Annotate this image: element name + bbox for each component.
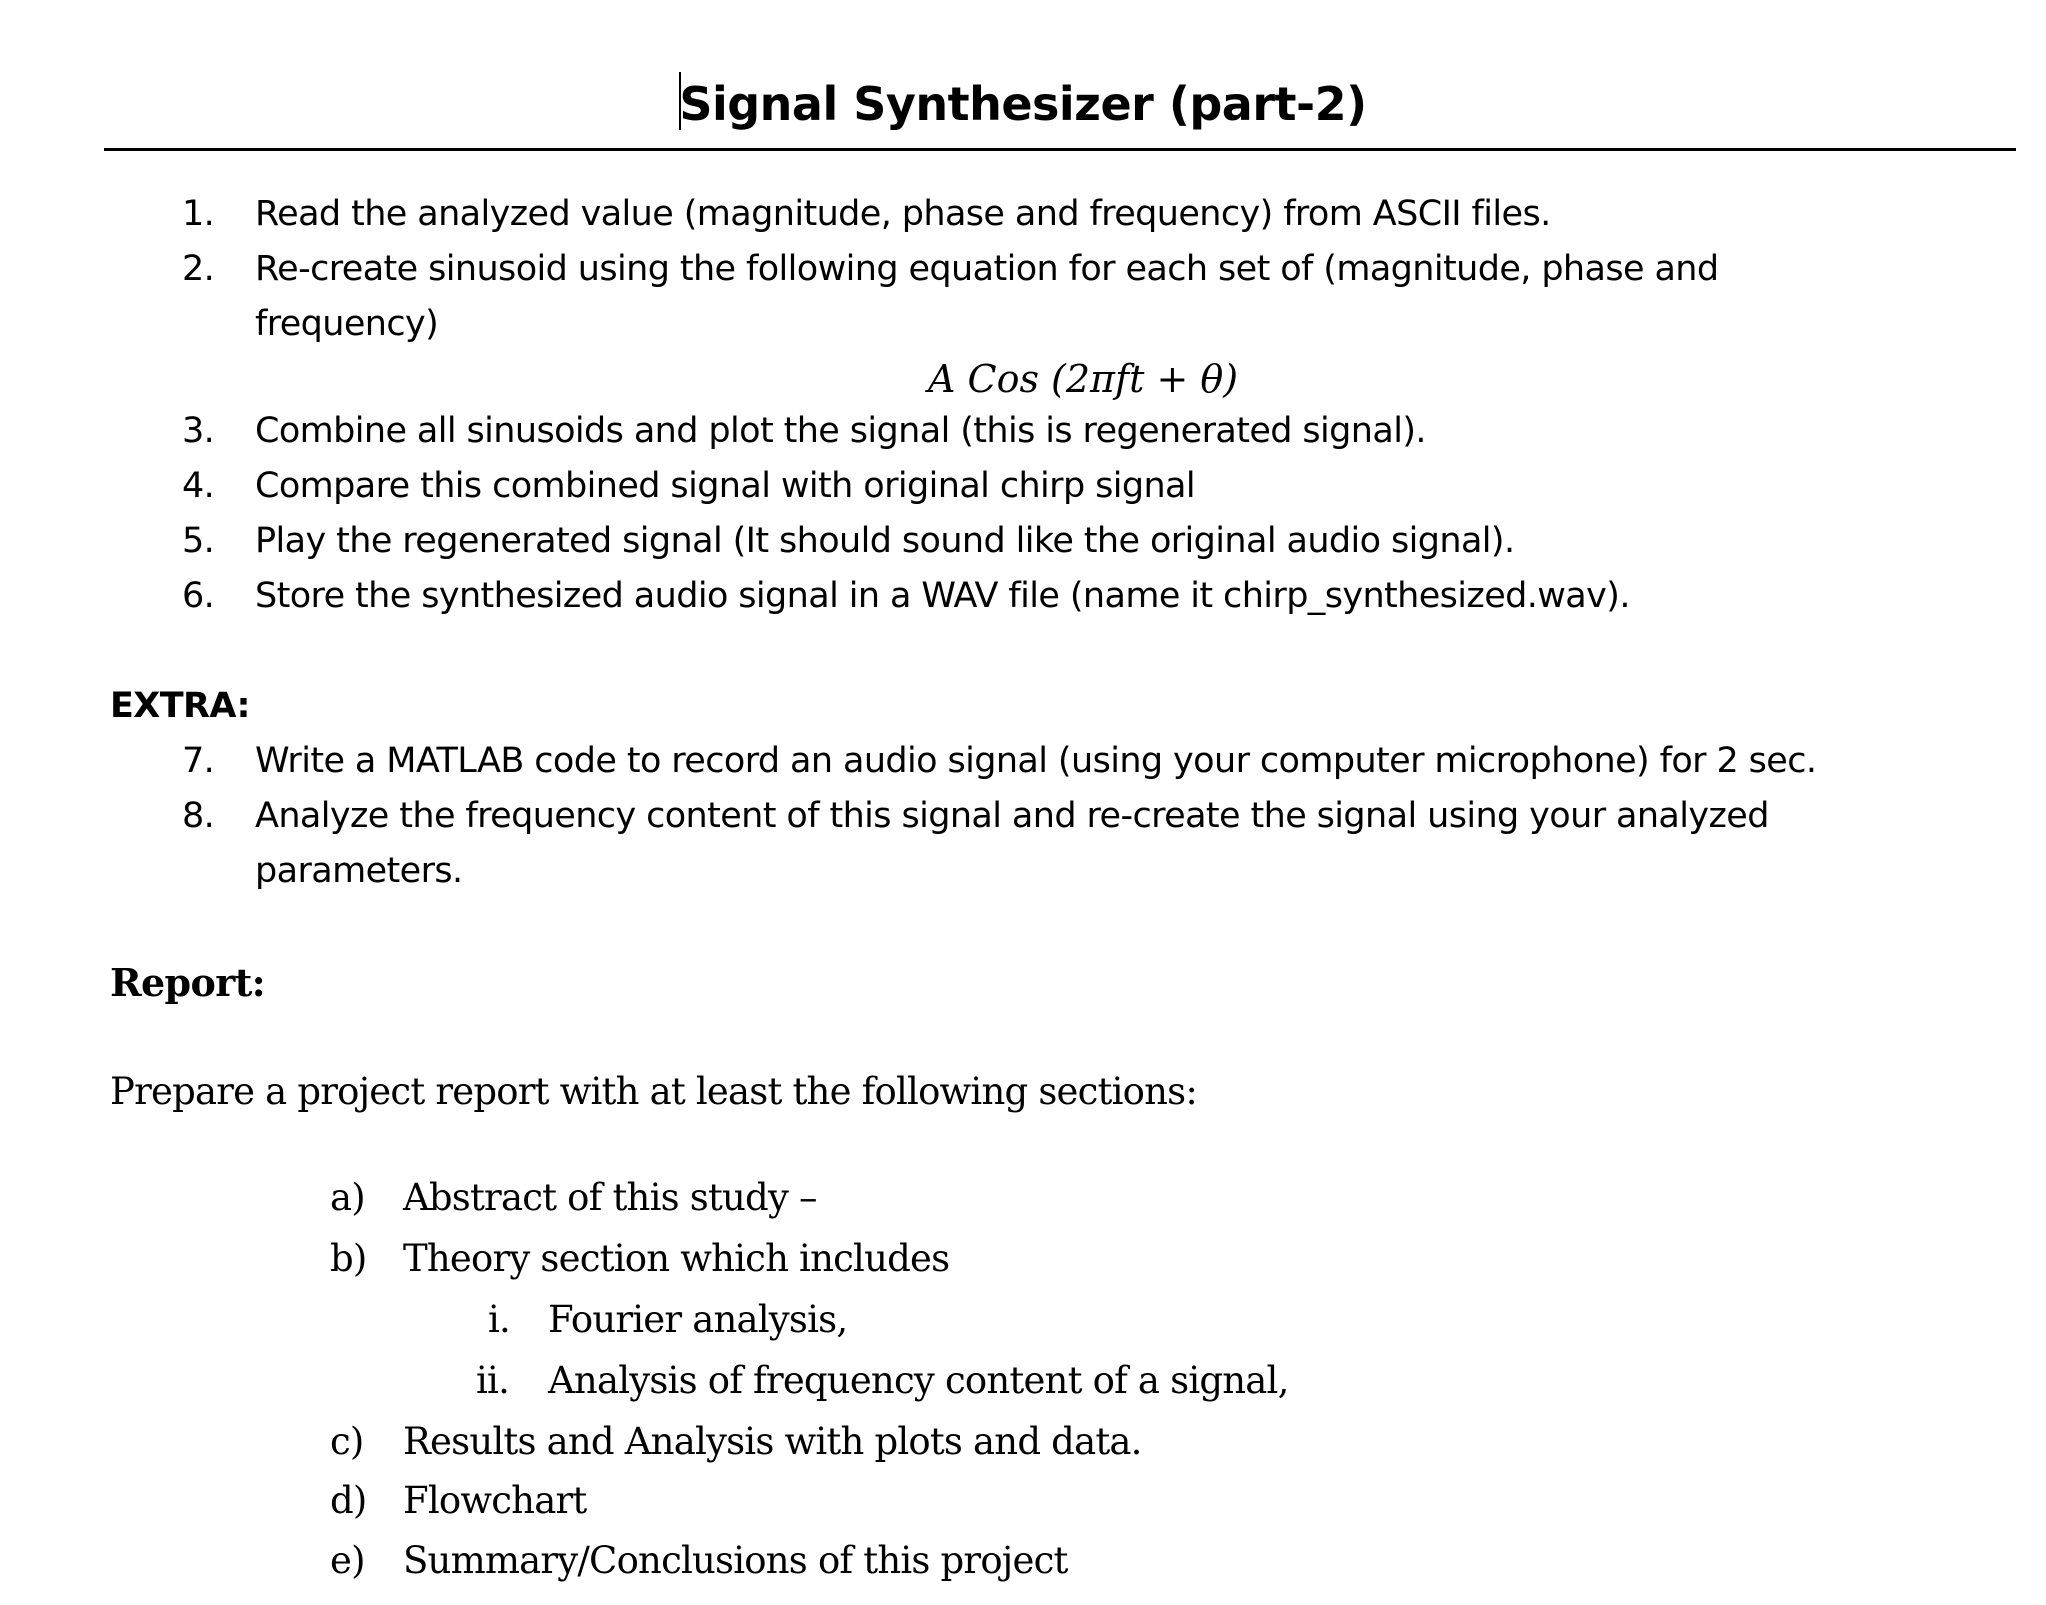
section-text: Abstract of this study – — [403, 1176, 817, 1219]
step-number: 6. — [182, 576, 215, 616]
step-text-continuation: frequency) — [255, 304, 439, 344]
step-text: Write a MATLAB code to record an audio signal (using your computer microphone) for 2 sec. — [255, 741, 1817, 781]
subsection-label: ii. — [476, 1359, 510, 1402]
step-number: 7. — [182, 741, 215, 781]
title-divider — [104, 148, 2016, 151]
step-text: Read the analyzed value (magnitude, phase and frequency) from ASCII files. — [255, 194, 1551, 234]
extra-heading: EXTRA: — [110, 686, 250, 726]
section-text: Flowchart — [403, 1479, 587, 1522]
subsection-text: Fourier analysis, — [548, 1298, 848, 1341]
page-title-text: Signal Synthesizer (part-2) — [679, 77, 1367, 131]
step-number: 1. — [182, 194, 215, 234]
step-number: 3. — [182, 411, 215, 451]
step-text: Store the synthesized audio signal in a WAV file (name it chirp_synthesized.wav). — [255, 576, 1630, 616]
step-text: Play the regenerated signal (It should sound like the original audio signal). — [255, 521, 1515, 561]
section-label: a) — [330, 1176, 365, 1219]
step-text-continuation: parameters. — [255, 851, 463, 891]
page-title — [0, 72, 2046, 134]
subsection-text: Analysis of frequency content of a signal, — [548, 1359, 1289, 1402]
step-text: Analyze the frequency content of this signal and re-create the signal using your analyzed — [255, 796, 1769, 836]
report-heading: Report: — [110, 960, 266, 1005]
section-text: Summary/Conclusions of this project — [403, 1539, 1068, 1582]
section-label: b) — [330, 1237, 367, 1280]
section-label: e) — [330, 1539, 365, 1582]
section-label: d) — [330, 1479, 367, 1522]
sinusoid-equation: A Cos (2πft + θ) — [928, 357, 1239, 401]
step-number: 8. — [182, 796, 215, 836]
subsection-label: i. — [488, 1298, 510, 1341]
step-number: 5. — [182, 521, 215, 561]
section-text: Theory section which includes — [403, 1237, 950, 1280]
step-number: 2. — [182, 249, 215, 289]
section-text: Results and Analysis with plots and data. — [403, 1420, 1142, 1463]
section-label: c) — [330, 1420, 364, 1463]
step-text: Re-create sinusoid using the following equation for each set of (magnitude, phase and — [255, 249, 1719, 289]
step-text: Combine all sinusoids and plot the signal (this is regenerated signal). — [255, 411, 1426, 451]
report-intro: Prepare a project report with at least the following sections: — [110, 1070, 1197, 1113]
step-text: Compare this combined signal with original chirp signal — [255, 466, 1196, 506]
step-number: 4. — [182, 466, 215, 506]
